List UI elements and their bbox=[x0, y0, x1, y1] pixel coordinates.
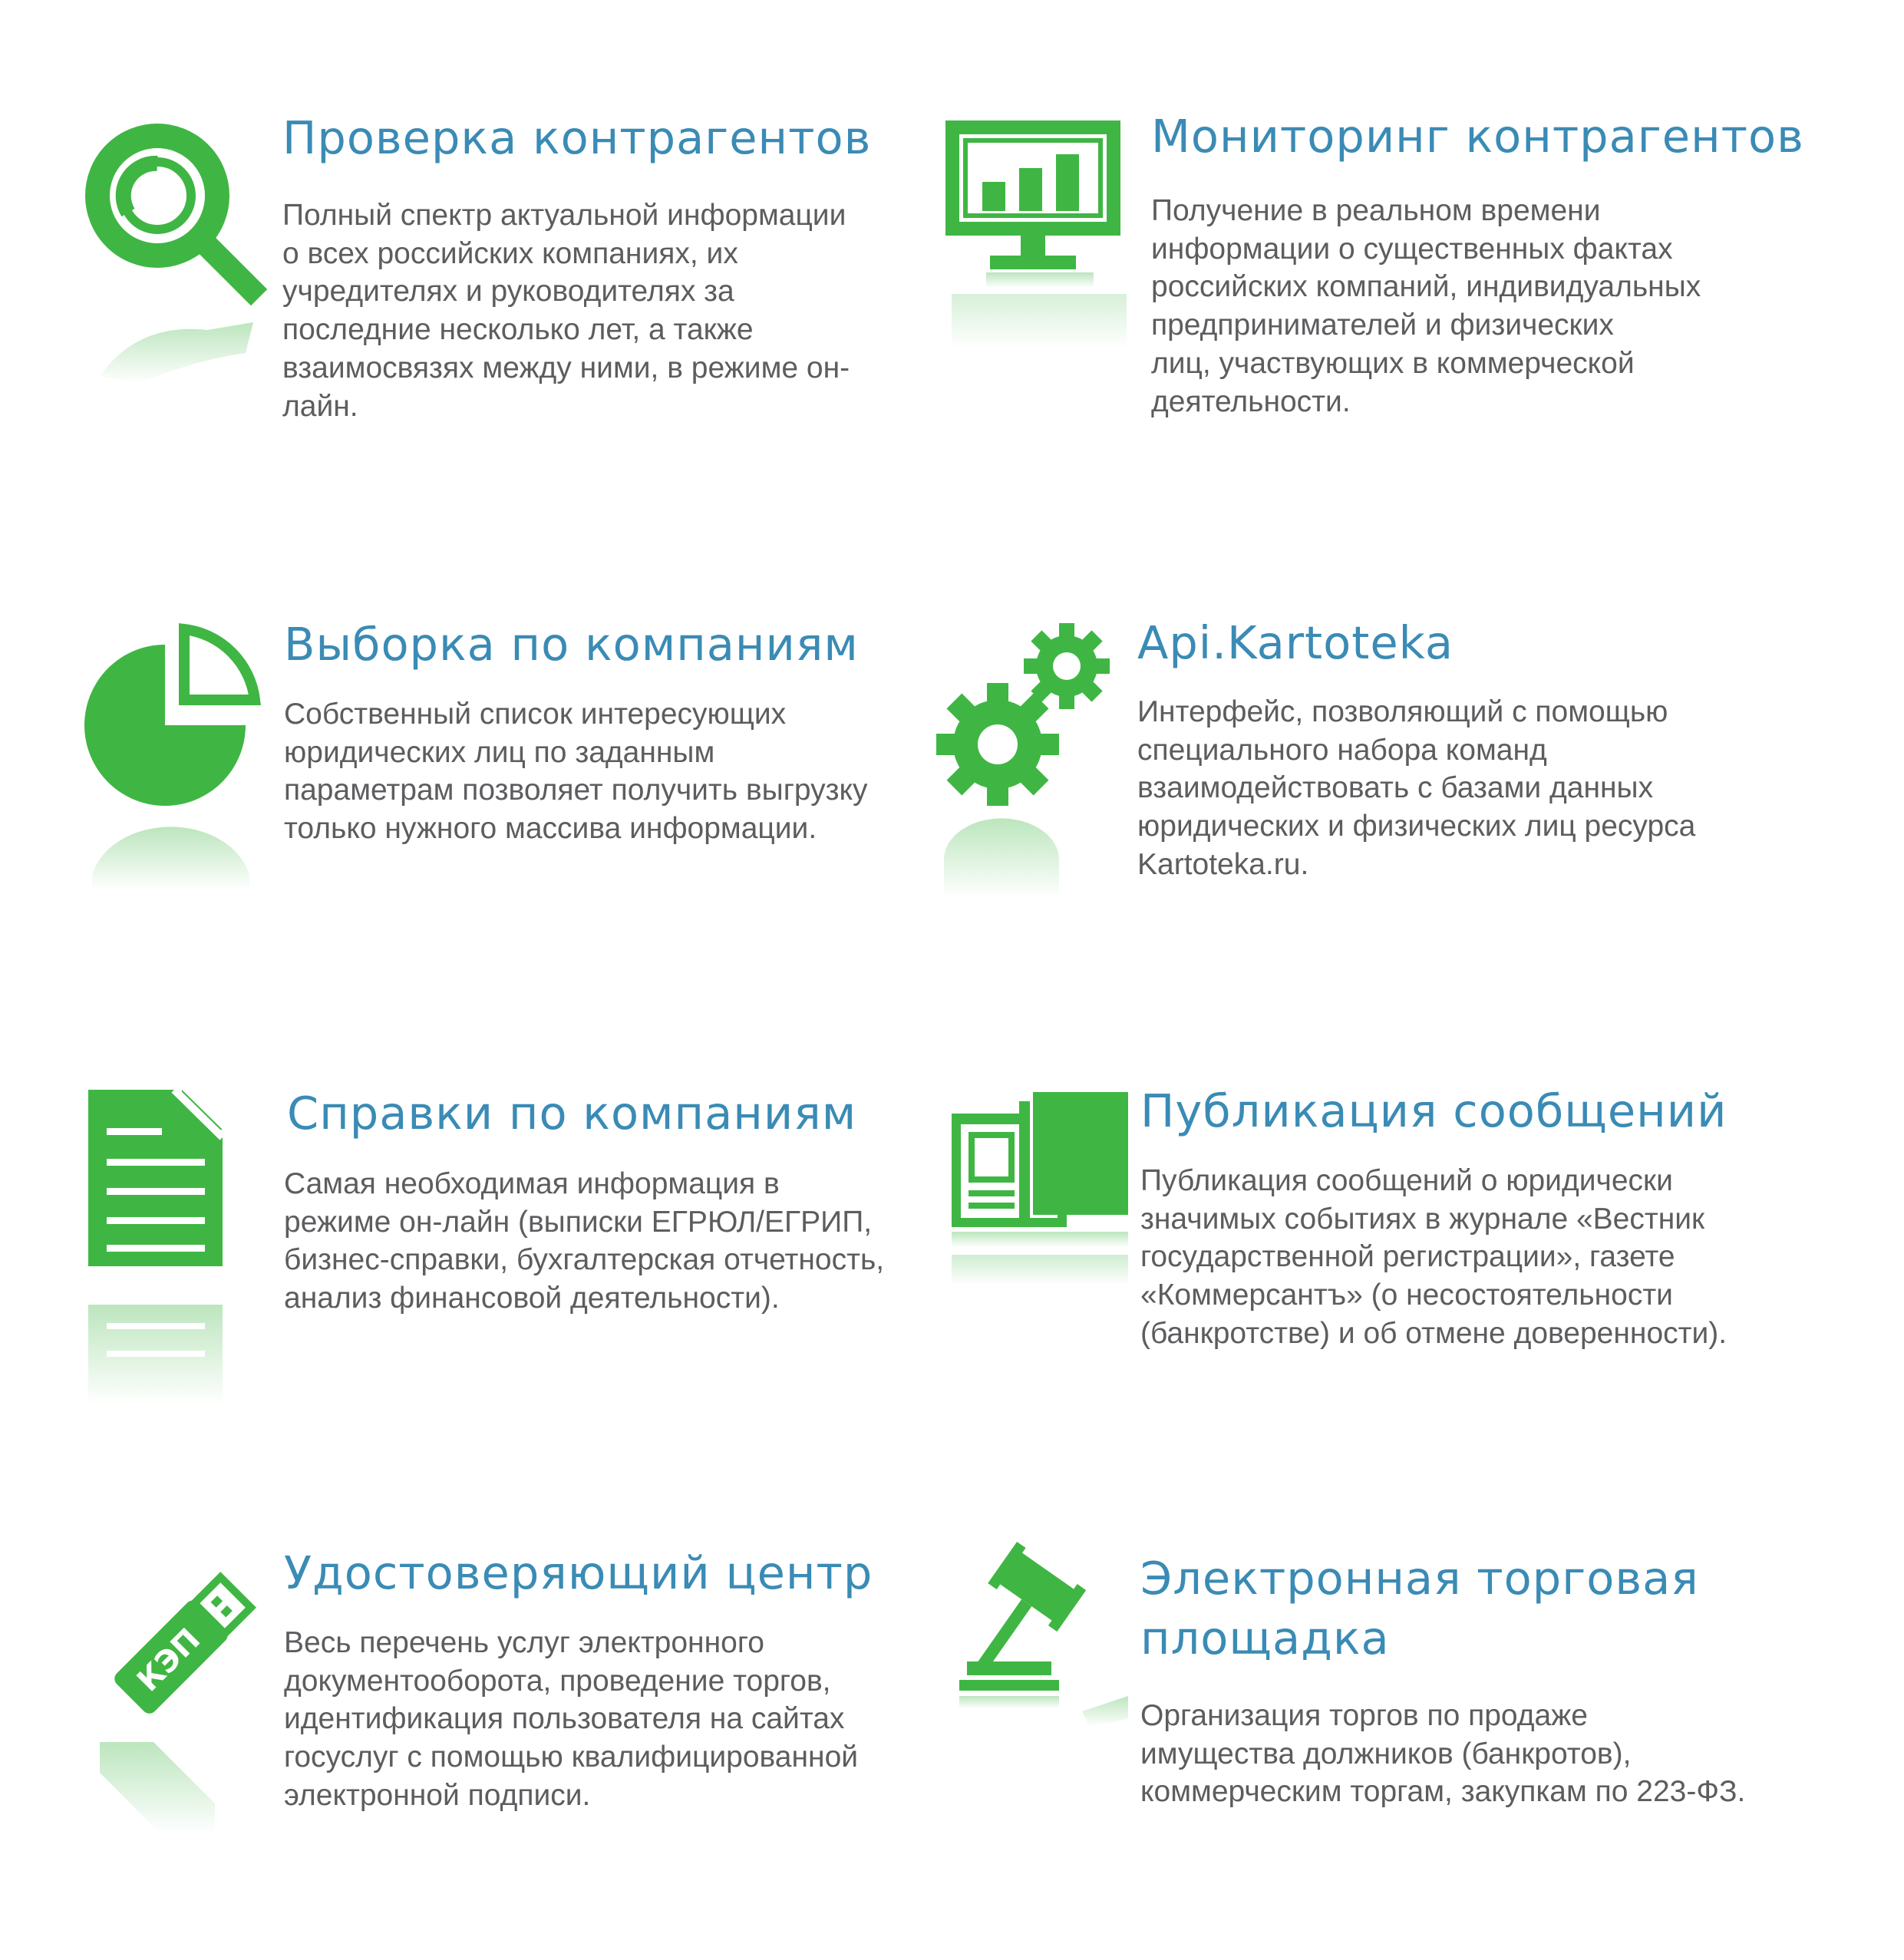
service-company-selection bbox=[0, 583, 952, 1044]
icon-reflection bbox=[92, 307, 261, 387]
monitor-chart-icon bbox=[945, 120, 1130, 289]
icon-reflection bbox=[936, 813, 1067, 901]
service-title: Электронная торговая площадка bbox=[1140, 1552, 1699, 1665]
service-description: Интерфейс, позволяющий с помощью специального набора команд взаимодействовать с базами данных юридических и физических лиц ресурса Kartoteka.ru. bbox=[1137, 695, 1696, 881]
gears-icon bbox=[936, 622, 1113, 806]
icon-reflection bbox=[88, 1305, 226, 1407]
service-description: Полный спектр актуальной информации о всех российских компаниях, их учредителях и руководителях за последние несколько лет, а также взаимосвязях между ними, в режиме он- лайн. bbox=[282, 199, 850, 423]
service-title: Проверка контрагентов bbox=[282, 111, 872, 164]
service-description: Публикация сообщений о юридически значимых событиях в журнале «Вестник государственной регистрации», газете «Коммерсантъ» (о несостоятельности (банкротстве) и об отмене доверенности). bbox=[1140, 1164, 1727, 1350]
service-counterparty-check bbox=[0, 0, 952, 537]
service-description: Самая необходимая информация в режиме он-лайн (выписки ЕГРЮЛ/ЕГРИП, бизнес-справки, бухгалтерская отчетность, анализ финансовой деятельности). bbox=[284, 1167, 885, 1315]
icon-reflection bbox=[84, 806, 261, 893]
newspaper-icon bbox=[952, 1086, 1136, 1232]
magnifier-icon bbox=[81, 119, 265, 303]
service-message-publication bbox=[944, 1059, 1904, 1458]
service-title: Api.Kartoteka bbox=[1137, 616, 1454, 669]
service-title: Выборка по компаниям bbox=[284, 618, 859, 671]
icon-reflection bbox=[84, 1734, 238, 1837]
service-title: Мониторинг контрагентов bbox=[1151, 110, 1804, 163]
icon-reflection bbox=[952, 1232, 1136, 1304]
service-description: Собственный список интересующих юридических лиц по заданным параметрам позволяет получить выгрузку только нужного массива информации. bbox=[284, 698, 868, 846]
service-api-kartoteka bbox=[936, 583, 1904, 1044]
service-title: Удостоверяющий центр bbox=[284, 1546, 873, 1599]
usb-token-label: КЭП bbox=[130, 1622, 208, 1699]
service-certification-center bbox=[0, 1527, 952, 1960]
gavel-icon bbox=[952, 1546, 1136, 1708]
service-description: Получение в реальном времени информации о существенных фактах российских компаний, индивидуальных предпринимателей и физических лиц, участвующих в коммерческой деятельности. bbox=[1151, 194, 1701, 418]
pie-chart-icon bbox=[84, 629, 261, 806]
service-counterparty-monitoring bbox=[952, 0, 1904, 537]
service-description: Организация торгов по продаже имущества должников (банкротов), коммерческим торгам, закупкам по 223-ФЗ. bbox=[1140, 1699, 1746, 1809]
document-icon bbox=[88, 1090, 226, 1266]
service-title: Справки по компаниям bbox=[287, 1087, 857, 1140]
service-title: Публикация сообщений bbox=[1140, 1084, 1727, 1137]
service-electronic-trading-platform bbox=[944, 1527, 1904, 1960]
icon-reflection bbox=[952, 272, 1128, 352]
icon-reflection bbox=[952, 1696, 1136, 1753]
service-description: Весь перечень услуг электронного документооборота, проведение торгов, идентификация пользователя на сайтах госуслуг с помощью квалифицированной электронной подписи. bbox=[284, 1626, 859, 1812]
service-company-reports bbox=[0, 1059, 952, 1458]
usb-token-icon bbox=[84, 1558, 269, 1734]
